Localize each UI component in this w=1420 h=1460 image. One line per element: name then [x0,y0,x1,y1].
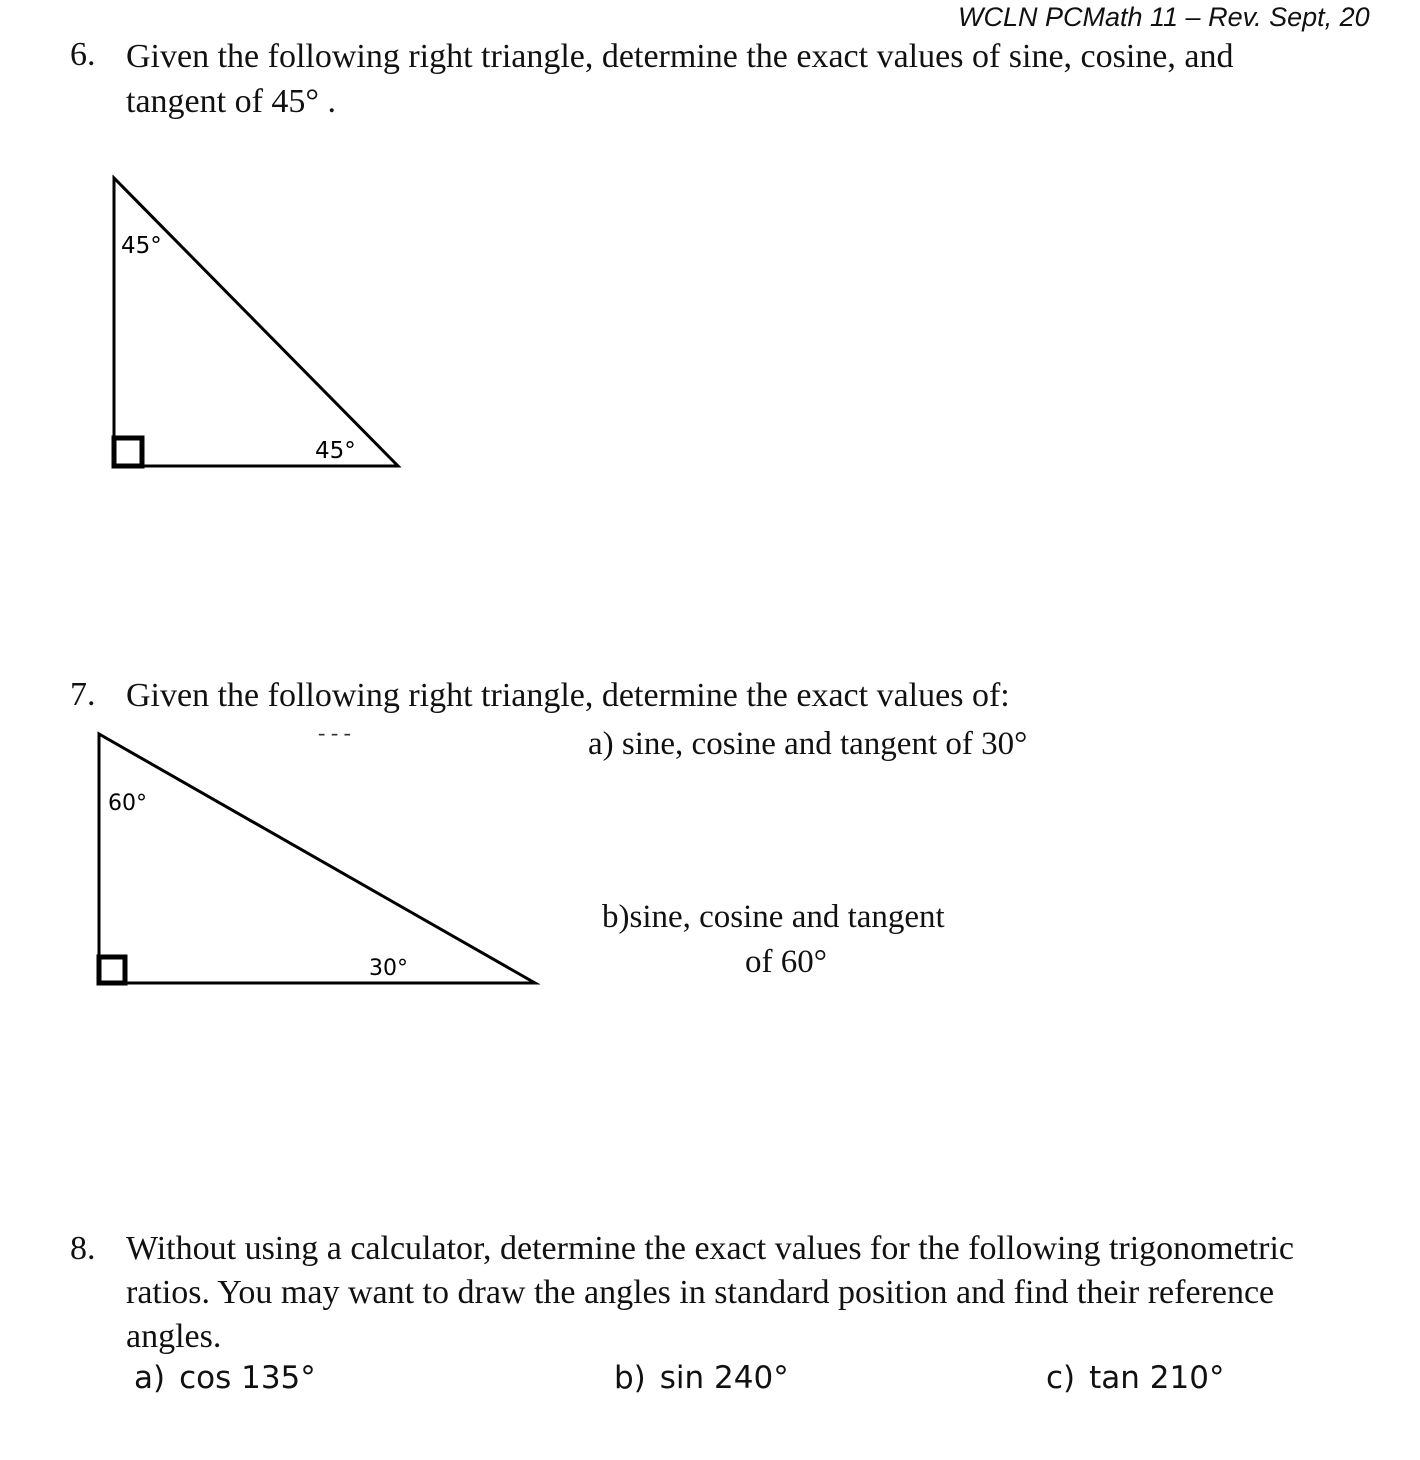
document-header: WCLN PCMath 11 – Rev. Sept, 20 [958,2,1370,32]
question-8-line-3: angles. [126,1318,222,1355]
question-6-number: 6. [70,36,96,73]
angle-label-bottom: 45° [315,438,356,464]
question-7-part-a: a) sine, cosine and tangent of 30° [588,726,1028,762]
question-7-part-b-line-1: b)sine, cosine and tangent [602,899,945,935]
question-8-item-b [614,1360,789,1396]
question-8-number: 8. [70,1230,96,1267]
item-expression: cos 135° [179,1360,316,1396]
item-label: a) [134,1360,166,1396]
angle-label-top: 60° [108,791,147,816]
angle-label-bottom: 30° [369,956,408,981]
question-6-line-2: tangent of 45° . [126,83,336,120]
stray-dashes: - - - [318,720,351,745]
question-8-item-a [134,1360,316,1396]
item-expression: tan 210° [1089,1360,1225,1396]
angle-label-top: 45° [121,233,162,259]
question-7-number: 7. [70,676,96,713]
item-expression: sin 240° [659,1360,789,1396]
item-label: b) [614,1360,646,1396]
question-6-line-1: Given the following right triangle, determine the exact values of sine, cosine, and [126,38,1234,75]
question-8-line-1: Without using a calculator, determine the exact values for the following trigonometric [126,1230,1295,1267]
question-7-part-b-line-2: of 60° [745,944,827,980]
question-7-text [126,673,1010,718]
triangle-45-45-90 [114,178,398,466]
question-8-text [126,1227,1294,1359]
right-angle-marker [114,438,142,466]
question-8-line-2: ratios. You may want to draw the angles in standard position and find their reference [126,1274,1275,1311]
item-label: c) [1046,1360,1076,1396]
question-7-line-1: Given the following right triangle, determine the exact values of: [126,677,1010,714]
question-8-item-c [1046,1360,1224,1396]
